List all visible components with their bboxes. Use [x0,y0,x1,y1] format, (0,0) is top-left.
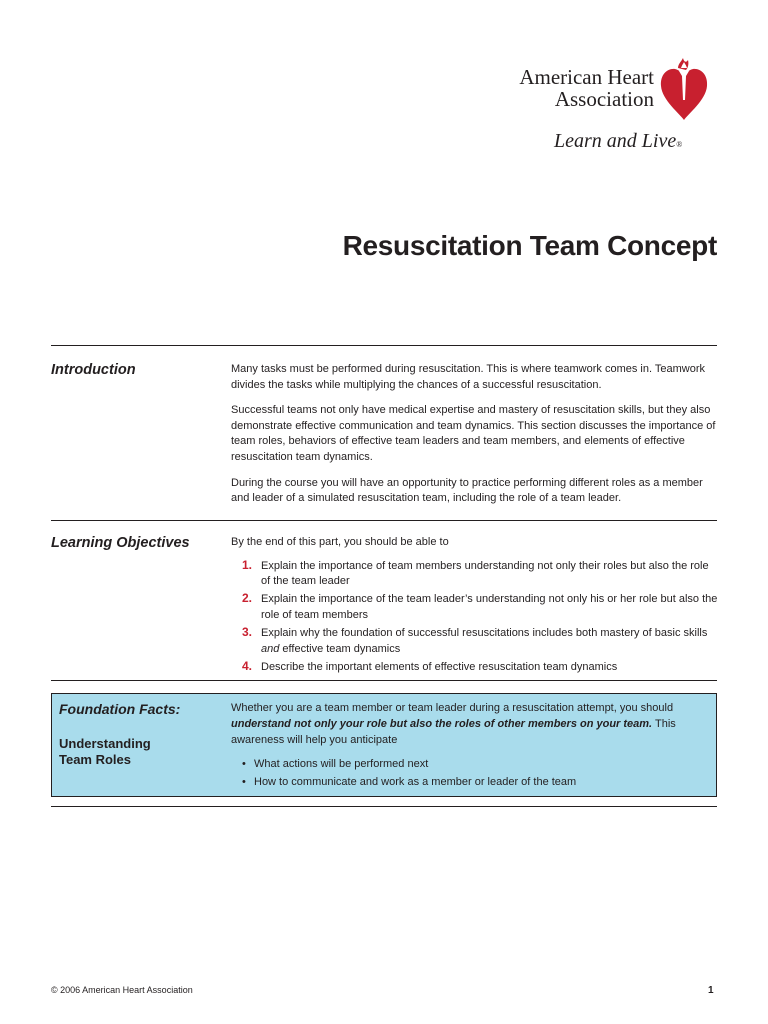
objective-number: 1. [242,557,253,572]
objective-item [231,660,719,676]
heart-torch-icon [658,54,710,122]
foundation-facts-heading: Foundation Facts: [59,701,181,717]
foundation-facts-subheading: Understanding Team Roles [59,736,151,767]
objective-item [231,559,719,590]
page-title: Resuscitation Team Concept [342,230,717,261]
foundation-facts-bullets [231,756,707,790]
bullet-item [231,774,707,790]
page-number: 1 [708,985,714,996]
logo-tagline-text: Learn and Live [554,130,677,152]
foundation-facts-text-end: This awareness will help you anticipate [231,718,676,746]
foundation-facts-text [231,700,707,792]
objective-emphasis: and [261,642,280,655]
bullet-text: How to communicate and work as a member or leader of the team [254,776,577,788]
footer-copyright: © 2006 American Heart Association [51,985,193,995]
objective-text: Describe the important elements of effective resuscitation team dynamics [261,660,618,673]
bullet-item [231,756,707,772]
foundation-facts-box [51,693,717,797]
introduction-paragraph: Many tasks must be performed during resuscitation. This is where teamwork comes in. Teamwork divides the tasks while multiplying the chances of a successful resuscitation. [231,363,705,391]
objective-number: 4. [242,658,253,673]
bullet-text: What actions will be performed next [254,758,429,770]
introduction-paragraph: During the course you will have an opportunity to practice performing different roles as a member and leader of a simulated resuscitation team, including the role of a team leader. [231,476,703,505]
objective-item [231,592,719,623]
objective-text: Explain the importance of the team leader’s understanding not only his or her role but also the role of team members [261,593,718,621]
section-divider [51,806,717,807]
introduction-body [231,362,719,517]
logo-org-line1: American Heart [519,65,654,89]
registered-mark: ® [676,140,683,149]
section-divider [51,345,717,346]
bullet-glyph: • [242,758,246,770]
learning-objectives-body [231,535,719,678]
logo-org-name [484,66,654,110]
logo-tagline [554,130,682,153]
foundation-facts-emphasis: understand not only your role but also the roles of other members on your team. [231,718,653,730]
learning-objectives-heading: Learning Objectives [51,535,190,551]
bullet-glyph: • [242,776,246,788]
objectives-lead: By the end of this part, you should be able to [231,536,449,548]
objective-text: effective team dynamics [279,642,401,655]
objective-number: 3. [242,624,253,639]
aha-logo [500,54,726,154]
introduction-heading: Introduction [51,362,136,378]
objective-number: 2. [242,591,253,606]
foundation-facts-paragraph [231,700,707,748]
section-divider [51,680,717,681]
logo-org-line2: Association [554,87,654,111]
objective-text: Explain why the foundation of successful resuscitations includes both mastery of basic skills [261,626,708,639]
introduction-paragraph: Successful teams not only have medical expertise and mastery of resuscitation skills, but they also demonstrate effective communication and team dynamics. This section discusses the importance of team roles, behaviors of effective team leaders and team members, and elements of effective resuscitation team dynamics. [231,404,716,463]
objective-text: Explain the importance of team members understanding not only their roles but also the role of the team leader [261,559,709,588]
section-divider [51,520,717,521]
objectives-list [231,559,719,676]
foundation-facts-text-start: Whether you are a team member or team leader during a resuscitation attempt, you should [231,702,674,714]
objective-item [231,626,719,657]
